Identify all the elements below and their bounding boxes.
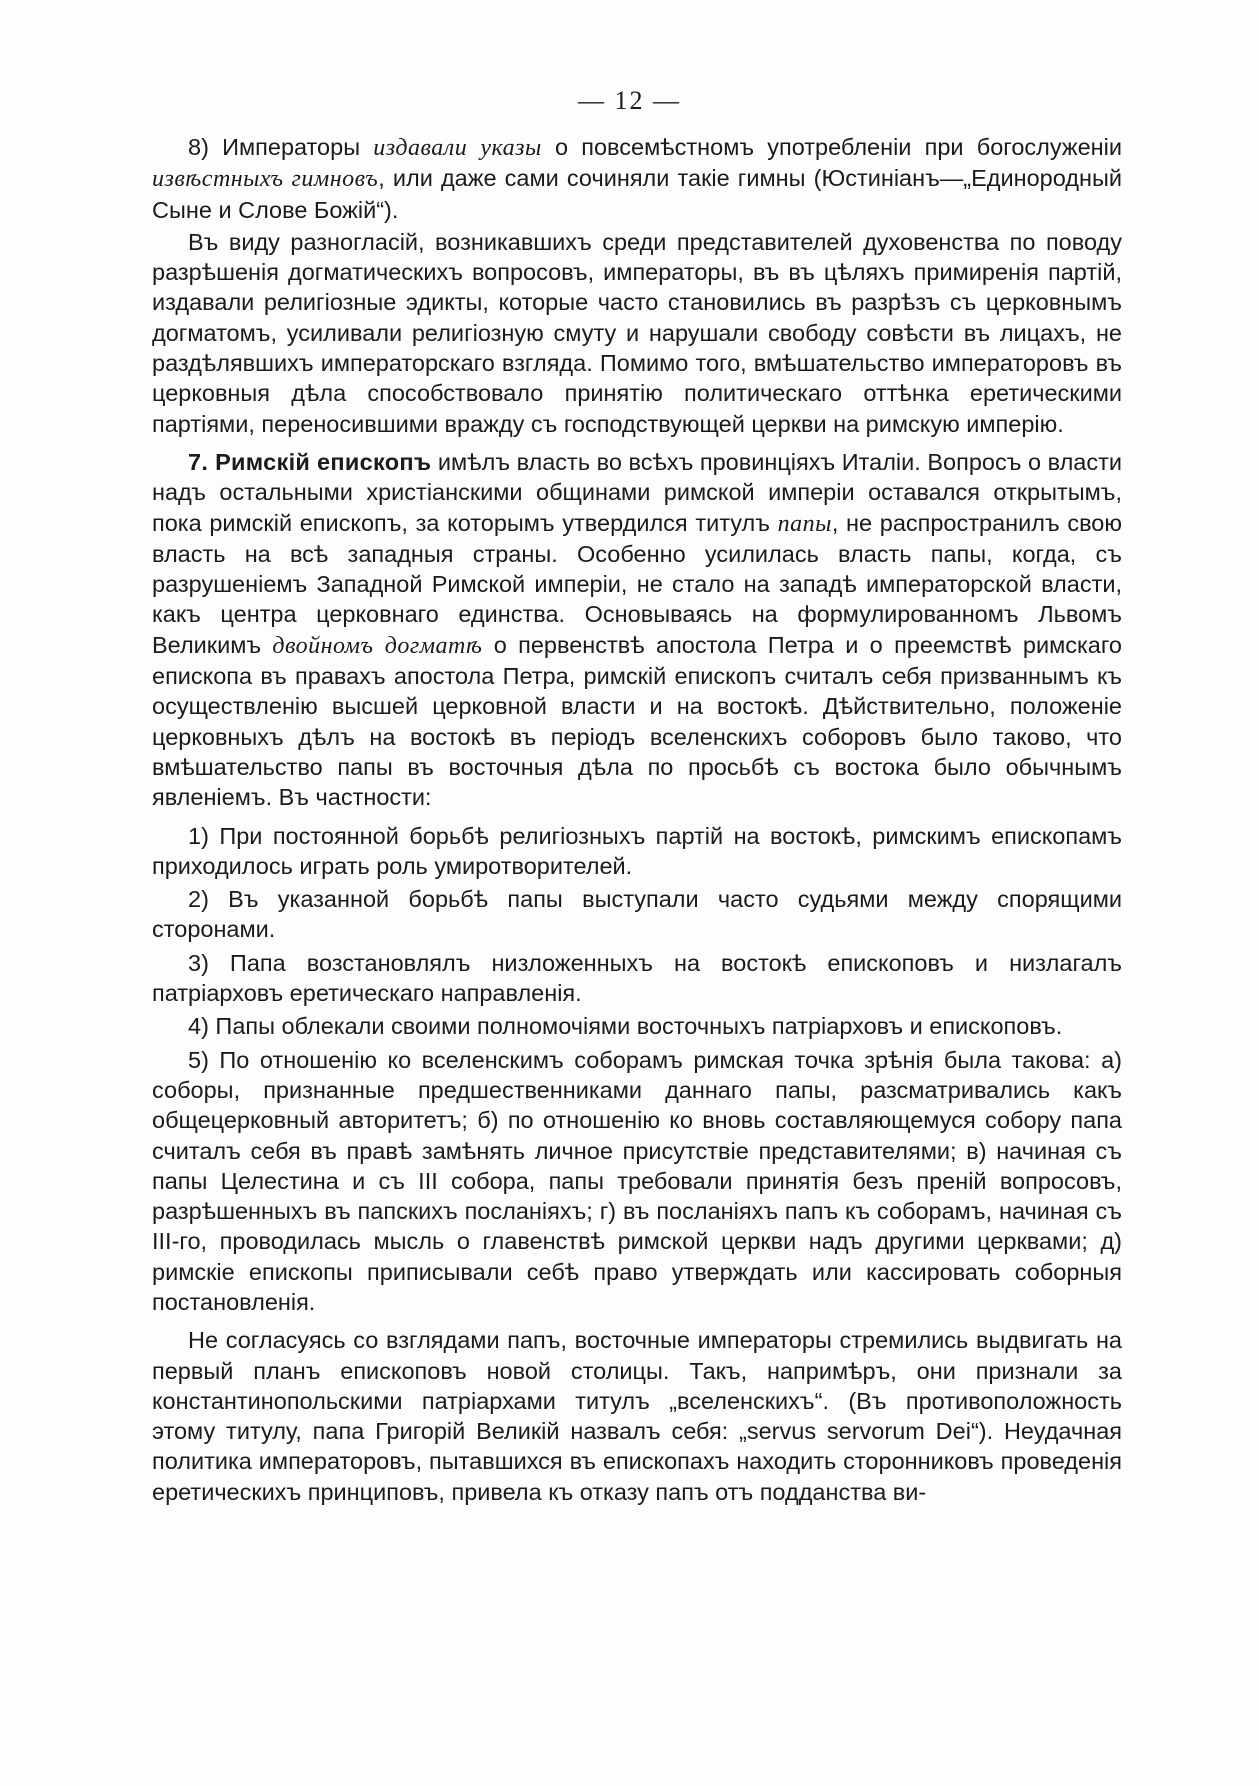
list-item: 3) Папа возстановлялъ низложенныхъ на востокѣ епископовъ и низлагалъ патріарховъ еретическаго направленія. [152, 949, 1122, 1007]
paragraph-dogmatic-disputes: Въ виду разногласій, возникавшихъ среди представителей духовенства по поводу разрѣшенія догматическихъ вопросовъ, императоры, въ въ цѣляхъ примиренія партій, издавали религіозные эдикты, которые часто становились въ разрѣзъ съ церковнымъ догматомъ, усиливали религіозную смуту и нарушали свободу совѣсти въ лицахъ, не раздѣлявшихъ императорскаго взгляда. Помимо того, вмѣшательство императоровъ въ церковныя дѣла способствовало принятію политическаго оттѣнка еретическими партіями, переносившими вражду съ господствующей церкви на римскую имперію. [152, 228, 1122, 437]
paragraph-roman-bishop [152, 447, 1122, 813]
text-run: о первенствѣ апостола Петра и о преемствѣ римскаго епископа въ правахъ апостола Петра, римскій епископъ считалъ себя призваннымъ къ осуществленію высшей церковной власти и на востокѣ. Дѣйствительно, положеніе церковныхъ дѣлъ на востокѣ въ періодъ вселенскихъ соборовъ было таково, что вмѣшательство папы въ восточныя дѣла по просьбѣ съ востока было обычнымъ явленіемъ. Въ частности: [152, 631, 1122, 811]
list-item: 1) При постоянной борьбѣ религіозныхъ партій на востокѣ, римскимъ епископамъ приходилось играть роль умиротворителей. [152, 822, 1122, 879]
paragraph-emperors-decrees [152, 132, 1122, 225]
text-run: 8) Императоры [188, 134, 374, 160]
text-run: о повсемѣстномъ употребленіи при богослуженіи [541, 134, 1122, 160]
list-item: 4) Папы облекали своими полномочіями восточныхъ патріарховъ и епископовъ. [188, 1013, 1063, 1040]
list-item: 2) Въ указанной борьбѣ папы выступали часто судьями между спорящими сторонами. [152, 886, 1122, 943]
page-number: — 12 — [578, 86, 681, 115]
text-run: имѣлъ власть во всѣхъ провинціяхъ Италіи. Вопросъ о власти надъ остальными христіанскими общинами римской имперіи оставался открытымъ, пока римскій епископъ, за которымъ утвердился титулъ [152, 448, 1122, 536]
italic-emphasis: извѣстныхъ гимновъ [152, 166, 379, 193]
list-item: 5) По отношенію ко вселенскимъ соборамъ римская точка зрѣнія была такова: а) соборы, признанные предшественниками даннаго папы, разсматривались какъ общецерковный авторитетъ; б) по отношенію ко вновь составляющемуся собору папа считалъ себя въ правѣ замѣнять личное присутствіе представителями; в) начиная съ папы Целестина и съ III собора, папы требовали принятія безъ преній вопросовъ, разрѣшенныхъ въ папскихъ посланіяхъ; г) въ посланіяхъ папъ къ соборамъ, начиная съ III-го, проводилась мысль о главенствѣ римской церкви надъ другими церквами; д) римскіе епископы приписывали себѣ право утверждать или кассировать соборныя постановленія. [152, 1046, 1122, 1315]
section-heading: 7. Римскій епископъ [188, 448, 432, 475]
italic-emphasis: папы [777, 510, 832, 537]
text-run: , не распространилъ свою власть на всѣ западныя страны. Особенно усилилась власть папы, когда, съ разрушеніемъ Западной Римской имперіи, не стало на западѣ императорской власти, какъ центра церковнаго единства. Основываясь на формулированномъ Львомъ Великимъ [152, 509, 1122, 658]
paragraph-eastern-emperors: Не согласуясь со взглядами папъ, восточные императоры стремились выдвигать на первый планъ епископовъ новой столицы. Такъ, напримѣръ, они признали за константинопольскими патріархами титулъ „вселенскихъ“. (Въ противоположность этому титулу, папа Григорій Великій назвалъ себя: „servus servorum Dei“). Неудачная политика императоровъ, пытавшихся въ епископахъ находить сторонниковъ проведенія еретическихъ принциповъ, привела къ отказу папъ отъ подданства ви- [152, 1327, 1122, 1505]
text-run: , или даже сами сочиняли такіе гимны (Юстиніанъ—„Единородный Сыне и Слове Божій“). [152, 165, 1123, 223]
page-body [152, 132, 1122, 1511]
italic-emphasis: двойномъ догматѣ [272, 632, 483, 659]
italic-emphasis: издавали указы [373, 135, 542, 161]
